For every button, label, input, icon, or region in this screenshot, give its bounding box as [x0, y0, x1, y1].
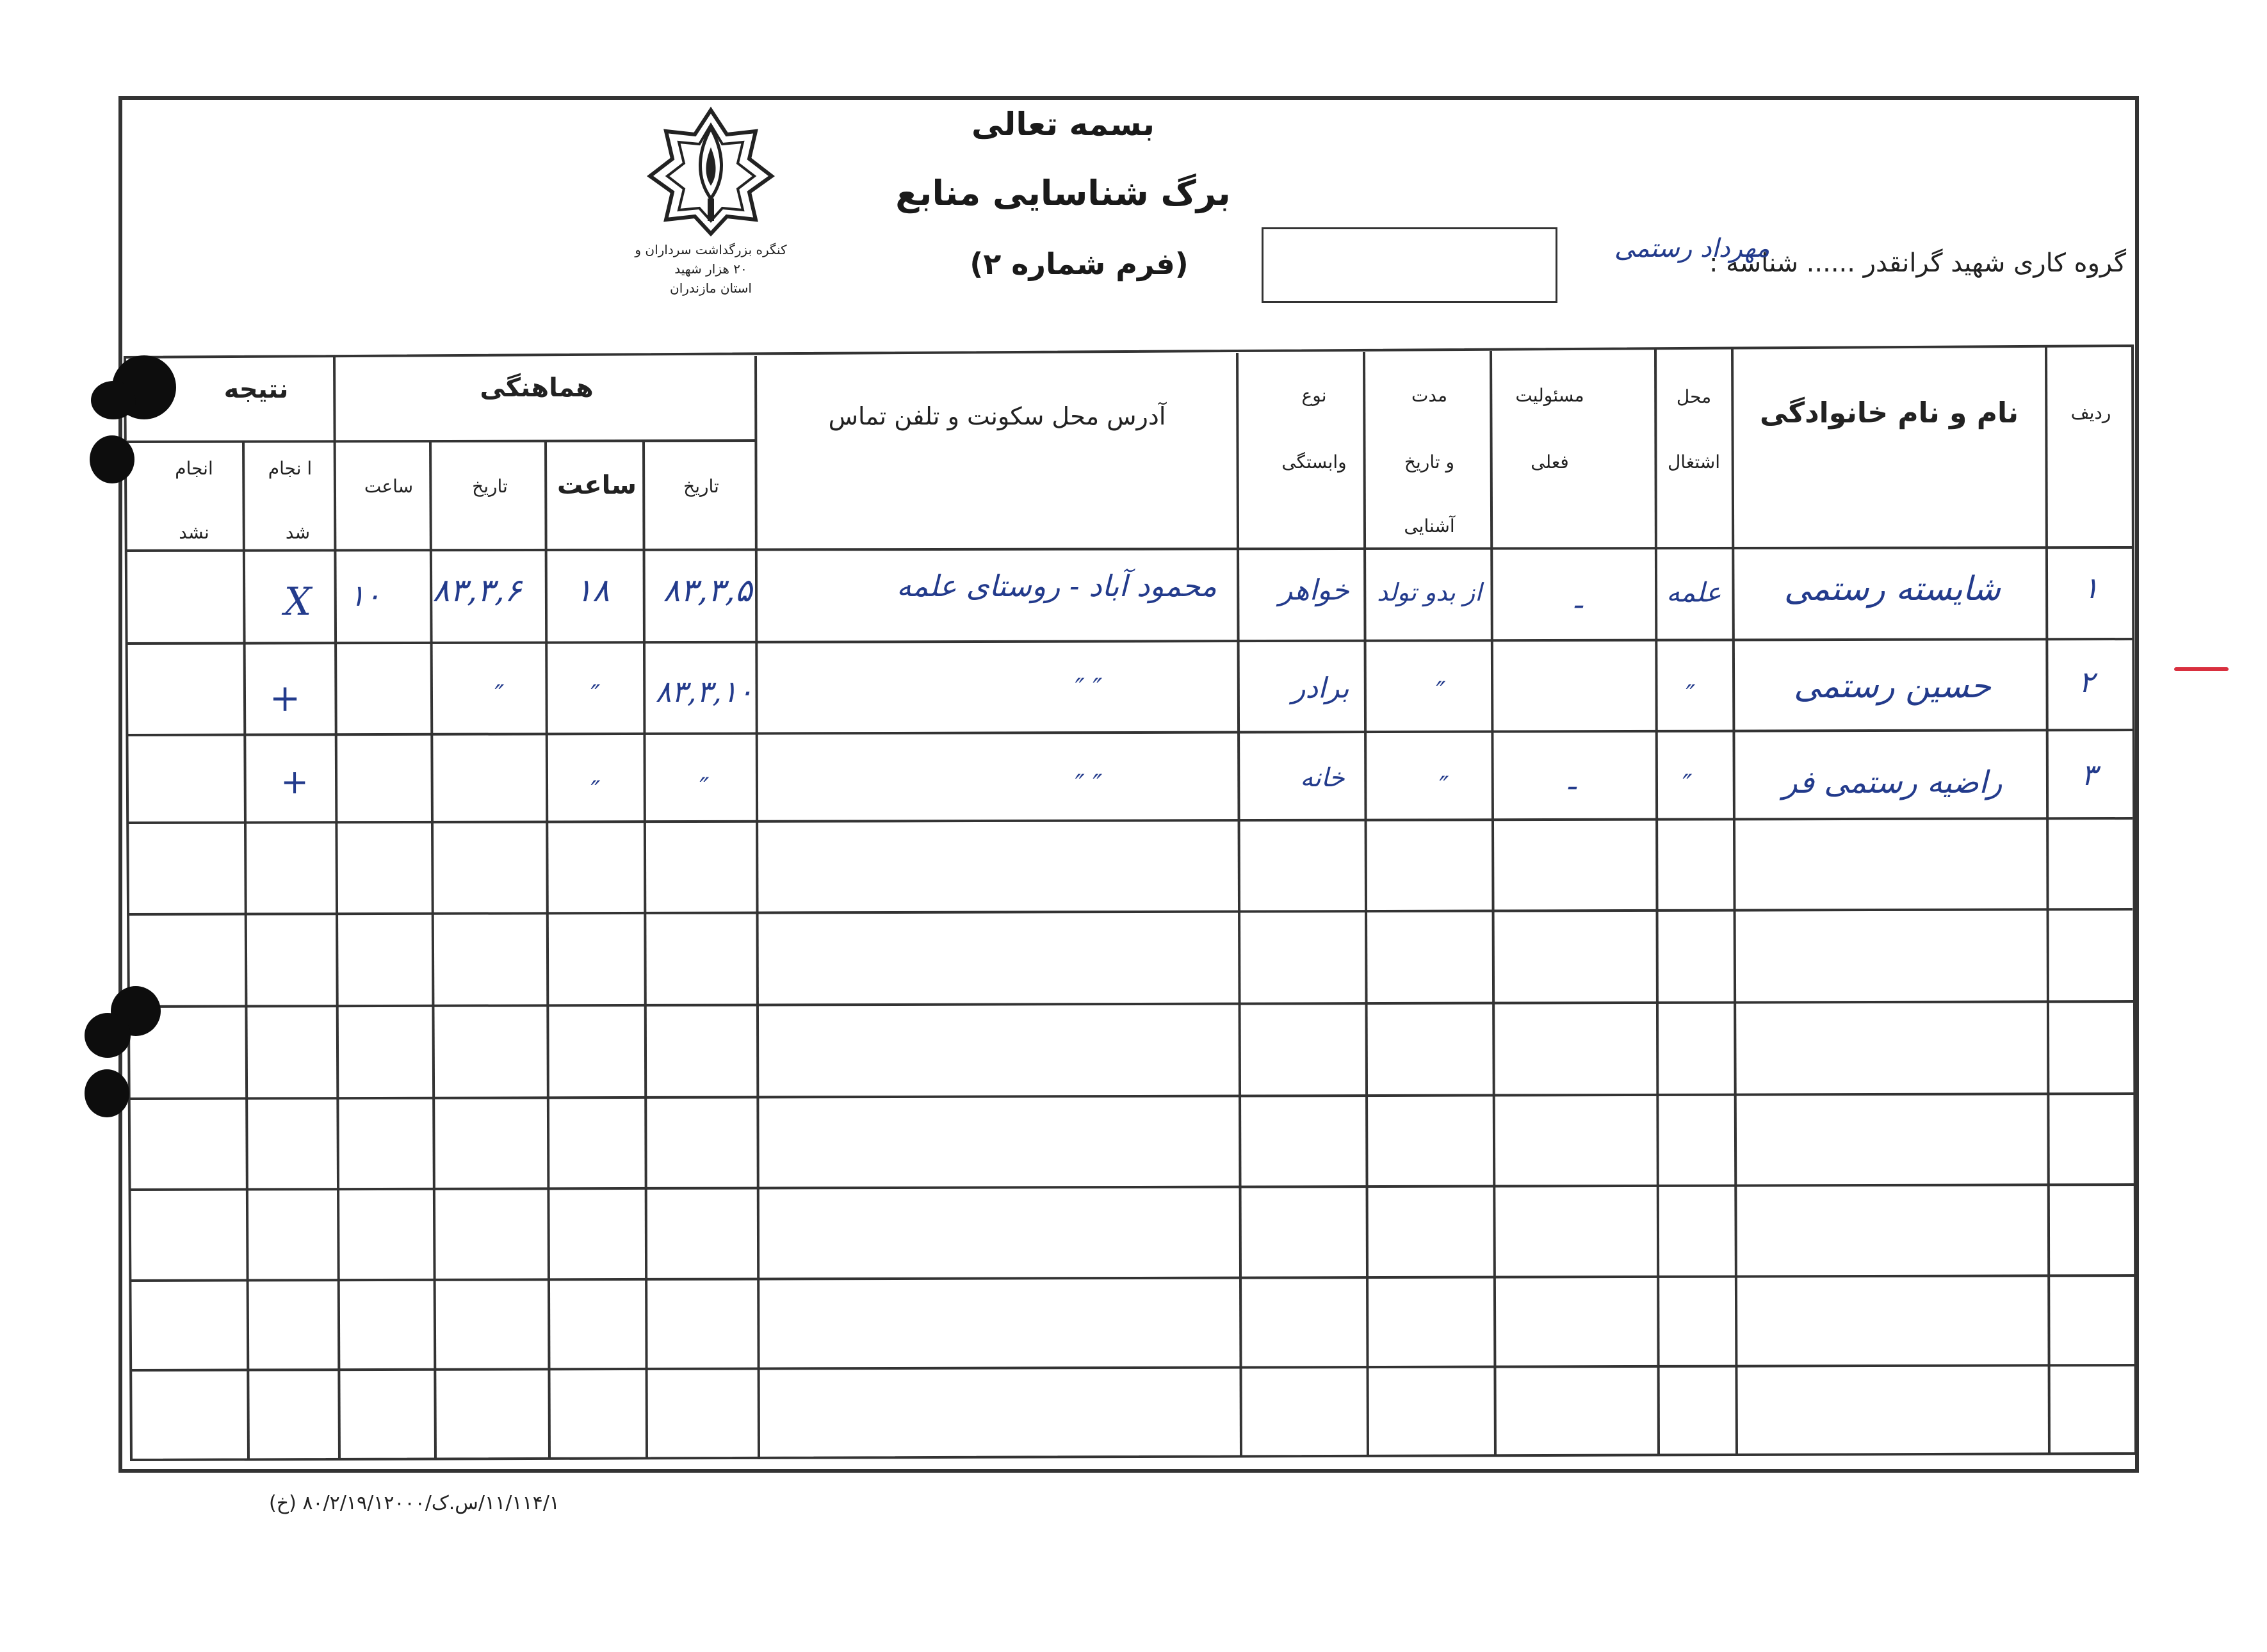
row1-done: X [284, 579, 312, 624]
logo-caption-line1: کنگره بزرگداشت سرداران و ۲۰ هزار شهید [635, 242, 787, 277]
row2-time1: ″ [590, 680, 601, 709]
col-header-responsibility-2: فعلی [1531, 451, 1569, 473]
id-entry-box[interactable] [1262, 227, 1557, 303]
row1-time2: ۱۰ [349, 578, 381, 613]
col-header-done-1: ا نجام [268, 458, 313, 479]
row2-relation: برادر [1292, 672, 1349, 705]
row2-done: + [269, 676, 301, 720]
punch-hole [85, 1069, 129, 1117]
row2-address: ″ ″ [1075, 674, 1103, 703]
row2-workplace: ″ [1686, 680, 1696, 709]
col-header-not-done-1: انجام [175, 458, 213, 479]
group-label: گروه کاری شهید گرانقدر [1863, 248, 2126, 278]
col-header-result: نتیجه [223, 375, 289, 404]
col-header-acquaintance-2: و تاریخ [1404, 451, 1455, 473]
id-label: ...... شناسه : [1709, 248, 1855, 278]
col-header-workplace-2: اشتغال [1667, 451, 1721, 473]
row1-date1: ۸۳,۳,۵ [663, 572, 752, 609]
row1-date2: ۸۳,۳,۶ [432, 572, 522, 609]
form-title: برگ شناسایی منابع [895, 173, 1231, 213]
row3-workplace: ″ [1682, 770, 1693, 799]
row3-acquaintance: ″ [1439, 772, 1449, 801]
col-header-responsibility-1: مسئولیت [1515, 385, 1584, 406]
punch-hole [91, 381, 136, 419]
col-header-address: آدرس محل سکونت و تلفن تماس [828, 402, 1166, 430]
organization-logo [634, 102, 788, 320]
col-header-acquaintance-3: آشنایی [1404, 515, 1455, 537]
punch-hole [90, 435, 134, 483]
col-header-date-1: تاریخ [683, 476, 719, 497]
row1-responsibility: ـ [1574, 583, 1583, 615]
punch-hole [85, 1013, 131, 1058]
row3-date1: ″ [699, 773, 710, 802]
col-header-row-no: ردیف [2070, 402, 2111, 423]
row2-date2: ″ [494, 680, 505, 709]
col-header-name: نام و نام خانوادگی [1760, 396, 2019, 430]
col-header-time-2: ساعت [364, 476, 414, 497]
bismillah-heading: بسمه تعالی [971, 106, 1155, 143]
col-header-time-1: ساعت [557, 471, 637, 500]
red-pen-mark [2174, 667, 2229, 671]
form-code-footer: ۱۱/۱۱۴/۱/س.ک/۸۰/۲/۱۹/۱۲۰۰۰ (خ) [269, 1492, 560, 1514]
col-header-relation-1: نوع [1301, 385, 1327, 406]
emblem-icon [647, 102, 775, 237]
form-number: (فرم شماره ۲) [970, 247, 1189, 281]
group-name-handwritten: مهرداد رستمی [1614, 234, 1770, 263]
row3-name: راضیه رستمی فر [1782, 765, 2003, 800]
row3-no: ۳ [2081, 757, 2097, 792]
col-header-done-2: شد [285, 522, 311, 543]
row2-name: حسین رستمی [1793, 667, 1992, 706]
row1-time1: ۱۸ [575, 572, 610, 609]
row1-acquaintance: از بدو تولد [1377, 578, 1482, 606]
col-header-relation-2: وابستگی [1281, 451, 1347, 473]
col-header-acquaintance-1: مدت [1411, 385, 1448, 406]
row3-done: + [280, 763, 309, 802]
row3-time1: ″ [590, 776, 601, 806]
row1-address: محمود آباد - روستای علمه [896, 569, 1217, 603]
row1-relation: خواهر [1279, 574, 1349, 607]
martyr-group-line [1614, 234, 2126, 278]
row1-workplace: علمه [1666, 576, 1721, 608]
row1-name: شایسته رستمی [1784, 570, 2001, 608]
row3-responsibility: ـ [1568, 764, 1577, 796]
logo-caption-line2: استان مازندران [670, 280, 752, 296]
row3-relation: خانه [1300, 763, 1345, 793]
col-header-date-2: تاریخ [472, 476, 508, 497]
row1-no: ۱ [2083, 571, 2099, 605]
col-header-coordination: هماهنگی [480, 373, 594, 403]
col-header-workplace-1: محل [1676, 386, 1712, 407]
row2-no: ۲ [2078, 665, 2095, 699]
row2-acquaintance: ″ [1436, 677, 1446, 706]
col-header-not-done-2: نشد [179, 522, 209, 543]
row2-date1: ۸۳,۳,۱۰ [655, 674, 754, 709]
row3-address: ″ ″ [1075, 770, 1103, 799]
